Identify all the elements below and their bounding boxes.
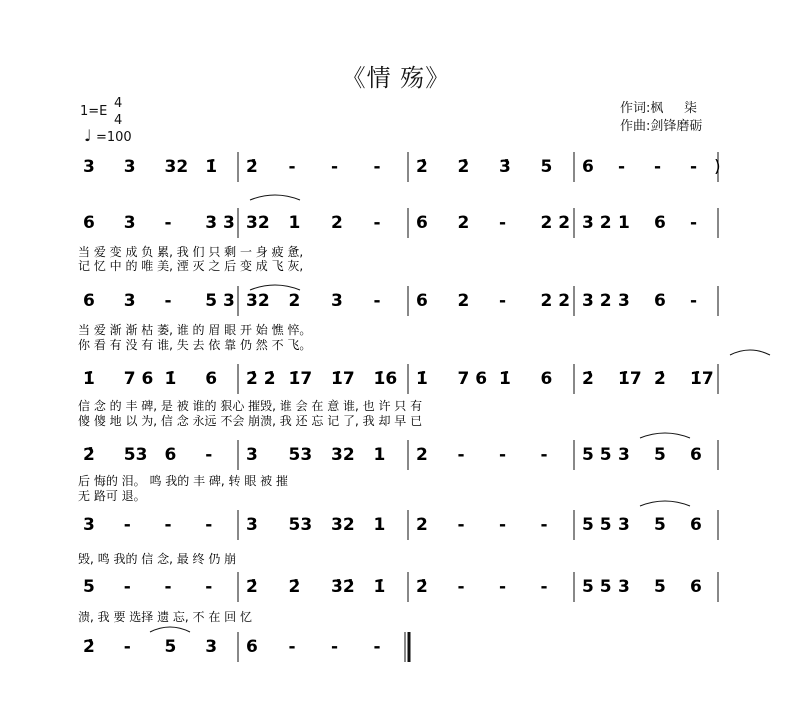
score-note: - <box>288 637 296 657</box>
score-note: - <box>164 213 172 233</box>
lyricist-credit: 作词:枫 柒 <box>620 101 698 116</box>
score-note: - <box>618 157 626 177</box>
score-note: 3 <box>123 291 136 311</box>
score-note: 3 <box>83 515 95 535</box>
score-note: - <box>540 577 548 597</box>
score-note: - <box>205 445 213 465</box>
score-note: 3 <box>246 515 258 535</box>
score-note: 2 <box>331 213 343 233</box>
score-note: 2̇ 2̇ <box>246 369 276 389</box>
score-note: 7 6 <box>457 369 488 389</box>
score-note: 5 5 <box>582 577 612 597</box>
score-note: 1 <box>373 445 386 465</box>
score-note: - <box>540 515 548 535</box>
score-note: 1̇7 <box>288 369 313 389</box>
score-note: 6 <box>540 369 553 389</box>
score-note: - <box>205 577 213 597</box>
score-note: 32 <box>331 445 355 465</box>
score-note: 6 <box>246 637 258 657</box>
score-note: 3 <box>618 445 630 465</box>
score-note: - <box>331 637 339 657</box>
score-note: - <box>373 637 381 657</box>
score-note: 3 2 <box>582 291 612 311</box>
score-note: 3 <box>123 213 136 233</box>
score-note: - <box>205 515 213 535</box>
score-note: - <box>123 515 131 535</box>
score-note: 2 2 <box>540 291 571 311</box>
score-note: 6 <box>690 515 702 535</box>
score-note: 1̇ <box>373 577 386 597</box>
score-note: - <box>123 637 131 657</box>
score-note: 3 <box>618 577 630 597</box>
score-note: 32 <box>246 213 270 233</box>
score-note: - <box>690 291 698 311</box>
score-note: - <box>164 577 172 597</box>
score-note: - <box>288 157 296 177</box>
score-note: 5 <box>654 515 666 535</box>
score-note: 3 <box>246 445 258 465</box>
score-note: 5 <box>654 577 666 597</box>
score-note: 53 <box>288 445 313 465</box>
score-note: 3 2 <box>582 213 612 233</box>
score-note: - <box>690 213 698 233</box>
score-note: 5 <box>164 637 177 657</box>
score-note: - <box>373 291 381 311</box>
lyric-line: 无 路可 退。 <box>78 489 146 503</box>
tie-arc <box>640 501 690 506</box>
lyric-line: 傻 傻 地 以 为, 信 念 永远 不会 崩溃, 我 还 忘 记 了, 我 却 早 已 <box>78 414 423 428</box>
score-note: 6 <box>582 157 594 177</box>
score-note: 53 <box>288 515 313 535</box>
score-note: 1̇6 <box>373 369 398 389</box>
score-note: 6 <box>83 291 95 311</box>
key-signature: 1=E <box>80 104 108 119</box>
tie-arc <box>150 627 190 632</box>
score-note: 1̇7 <box>690 369 714 389</box>
score-note: 53 <box>123 445 148 465</box>
score-note: - <box>164 291 172 311</box>
score-note: 2 <box>288 291 301 311</box>
score-note: 2 <box>416 515 428 535</box>
time-signature-bottom: 4 <box>114 113 123 128</box>
score-note: 1̇7 <box>618 369 642 389</box>
score-note: 2̇ <box>416 577 428 597</box>
score-note: 5 <box>654 445 666 465</box>
score-note: 2̇ <box>83 637 95 657</box>
score-note: 2̇ <box>246 157 258 177</box>
score-note: - <box>123 577 131 597</box>
score-note: 2̇ <box>246 577 258 597</box>
score-note: 6 <box>690 445 702 465</box>
score-note: 1̇ <box>416 369 428 389</box>
score-note: - <box>164 515 172 535</box>
score-note: 1̇ <box>205 157 218 177</box>
lyric-line: 后 悔的 泪。 鸣 我的 丰 碑, 转 眼 被 摧 <box>78 474 288 488</box>
score-note: 6 <box>416 291 428 311</box>
quarter-note-icon: ♩ <box>84 126 92 145</box>
score-note: 2 2 <box>540 213 571 233</box>
score-note: 3 <box>331 291 343 311</box>
close-paren: ) <box>714 157 721 177</box>
score-note: 3 <box>123 157 136 177</box>
score-note: 3 <box>618 515 630 535</box>
score-note: 3 <box>205 637 218 657</box>
score-note: 6 <box>654 291 666 311</box>
score-note: - <box>499 577 507 597</box>
score-note: 2 <box>457 291 470 311</box>
score-note: 5 <box>83 577 95 597</box>
score-note: - <box>499 445 507 465</box>
score-note: 2̇ <box>654 369 666 389</box>
tie-arc <box>250 195 300 200</box>
score-note: 6 <box>654 213 666 233</box>
score-note: - <box>654 157 662 177</box>
score-note: - <box>331 157 339 177</box>
score-note: 1̇ <box>499 369 511 389</box>
score-note: 2̇ <box>83 445 95 465</box>
score-note: - <box>457 577 465 597</box>
score-note: 32 <box>331 515 355 535</box>
score-note: 2̇ <box>416 157 428 177</box>
score-note: - <box>373 157 381 177</box>
lyric-line: 当 爱 变 成 负 累, 我 们 只 剩 一 身 疲 惫, <box>78 245 304 259</box>
score-note: 1̇ <box>164 369 177 389</box>
score-note: 6 <box>205 369 218 389</box>
score-note: - <box>373 213 381 233</box>
score-note: 2̇ <box>288 577 301 597</box>
score-note: - <box>690 157 698 177</box>
score-note: 3 <box>83 157 95 177</box>
score-note: 2 <box>457 213 470 233</box>
lyric-line: 溃, 我 要 选择 遗 忘, 不 在 回 忆 <box>78 610 252 624</box>
score-note: 3 <box>618 291 630 311</box>
score-note: 6 <box>83 213 95 233</box>
lyric-line: 毁, 鸣 我的 信 念, 最 终 仍 崩 <box>78 552 237 566</box>
score-note: 3̇ <box>499 157 511 177</box>
tie-arc <box>250 285 300 290</box>
score-note: - <box>499 291 507 311</box>
tie-arc <box>730 350 770 355</box>
score-note: 3 3 <box>205 213 235 233</box>
score-note: 1 <box>618 213 630 233</box>
score-note: 5 <box>540 157 553 177</box>
score-note: 7 6 <box>123 369 154 389</box>
score-note: 1̇ <box>83 369 95 389</box>
score-note: 2̇ <box>582 369 594 389</box>
score-note: 32 <box>246 291 270 311</box>
score-note: 6 <box>416 213 428 233</box>
score-note: 5 3 <box>205 291 235 311</box>
composer-credit: 作曲:剑锋磨砺 <box>620 119 703 134</box>
score-note: 32 <box>164 157 189 177</box>
score-note: - <box>499 515 507 535</box>
score-note: 1 <box>373 515 386 535</box>
score-note: - <box>540 445 548 465</box>
lyric-line: 当 爱 渐 渐 枯 萎, 谁 的 眉 眼 开 始 憔 悴。 <box>78 323 312 337</box>
score-note: 2̇ <box>457 157 470 177</box>
song-title: 《情 殇》 <box>341 64 451 92</box>
score-note: - <box>457 515 465 535</box>
tempo-marking: =100 <box>96 130 132 145</box>
score-note: 3̇2̇ <box>331 577 355 597</box>
score-note: 1 <box>288 213 301 233</box>
score-note: 2 <box>416 445 428 465</box>
lyric-line: 你 看 有 没 有 谁, 失 去 依 靠 仍 然 不 飞。 <box>78 338 312 352</box>
score-note: 1̇7 <box>331 369 355 389</box>
score-note: - <box>457 445 465 465</box>
time-signature-top: 4 <box>114 96 123 111</box>
score-note: - <box>499 213 507 233</box>
score-note: 5 5 <box>582 445 612 465</box>
score-note: 6 <box>164 445 177 465</box>
score-note: 5 5 <box>582 515 612 535</box>
lyric-line: 信 念 的 丰 碑, 是 被 谁的 狠心 摧毁, 谁 会 在 意 谁, 也 许 只 有 <box>78 399 423 413</box>
tie-arc <box>640 433 690 438</box>
score-note: 6 <box>690 577 702 597</box>
lyric-line: 记 忆 中 的 唯 美, 湮 灭 之 后 变 成 飞 灰, <box>78 259 304 273</box>
